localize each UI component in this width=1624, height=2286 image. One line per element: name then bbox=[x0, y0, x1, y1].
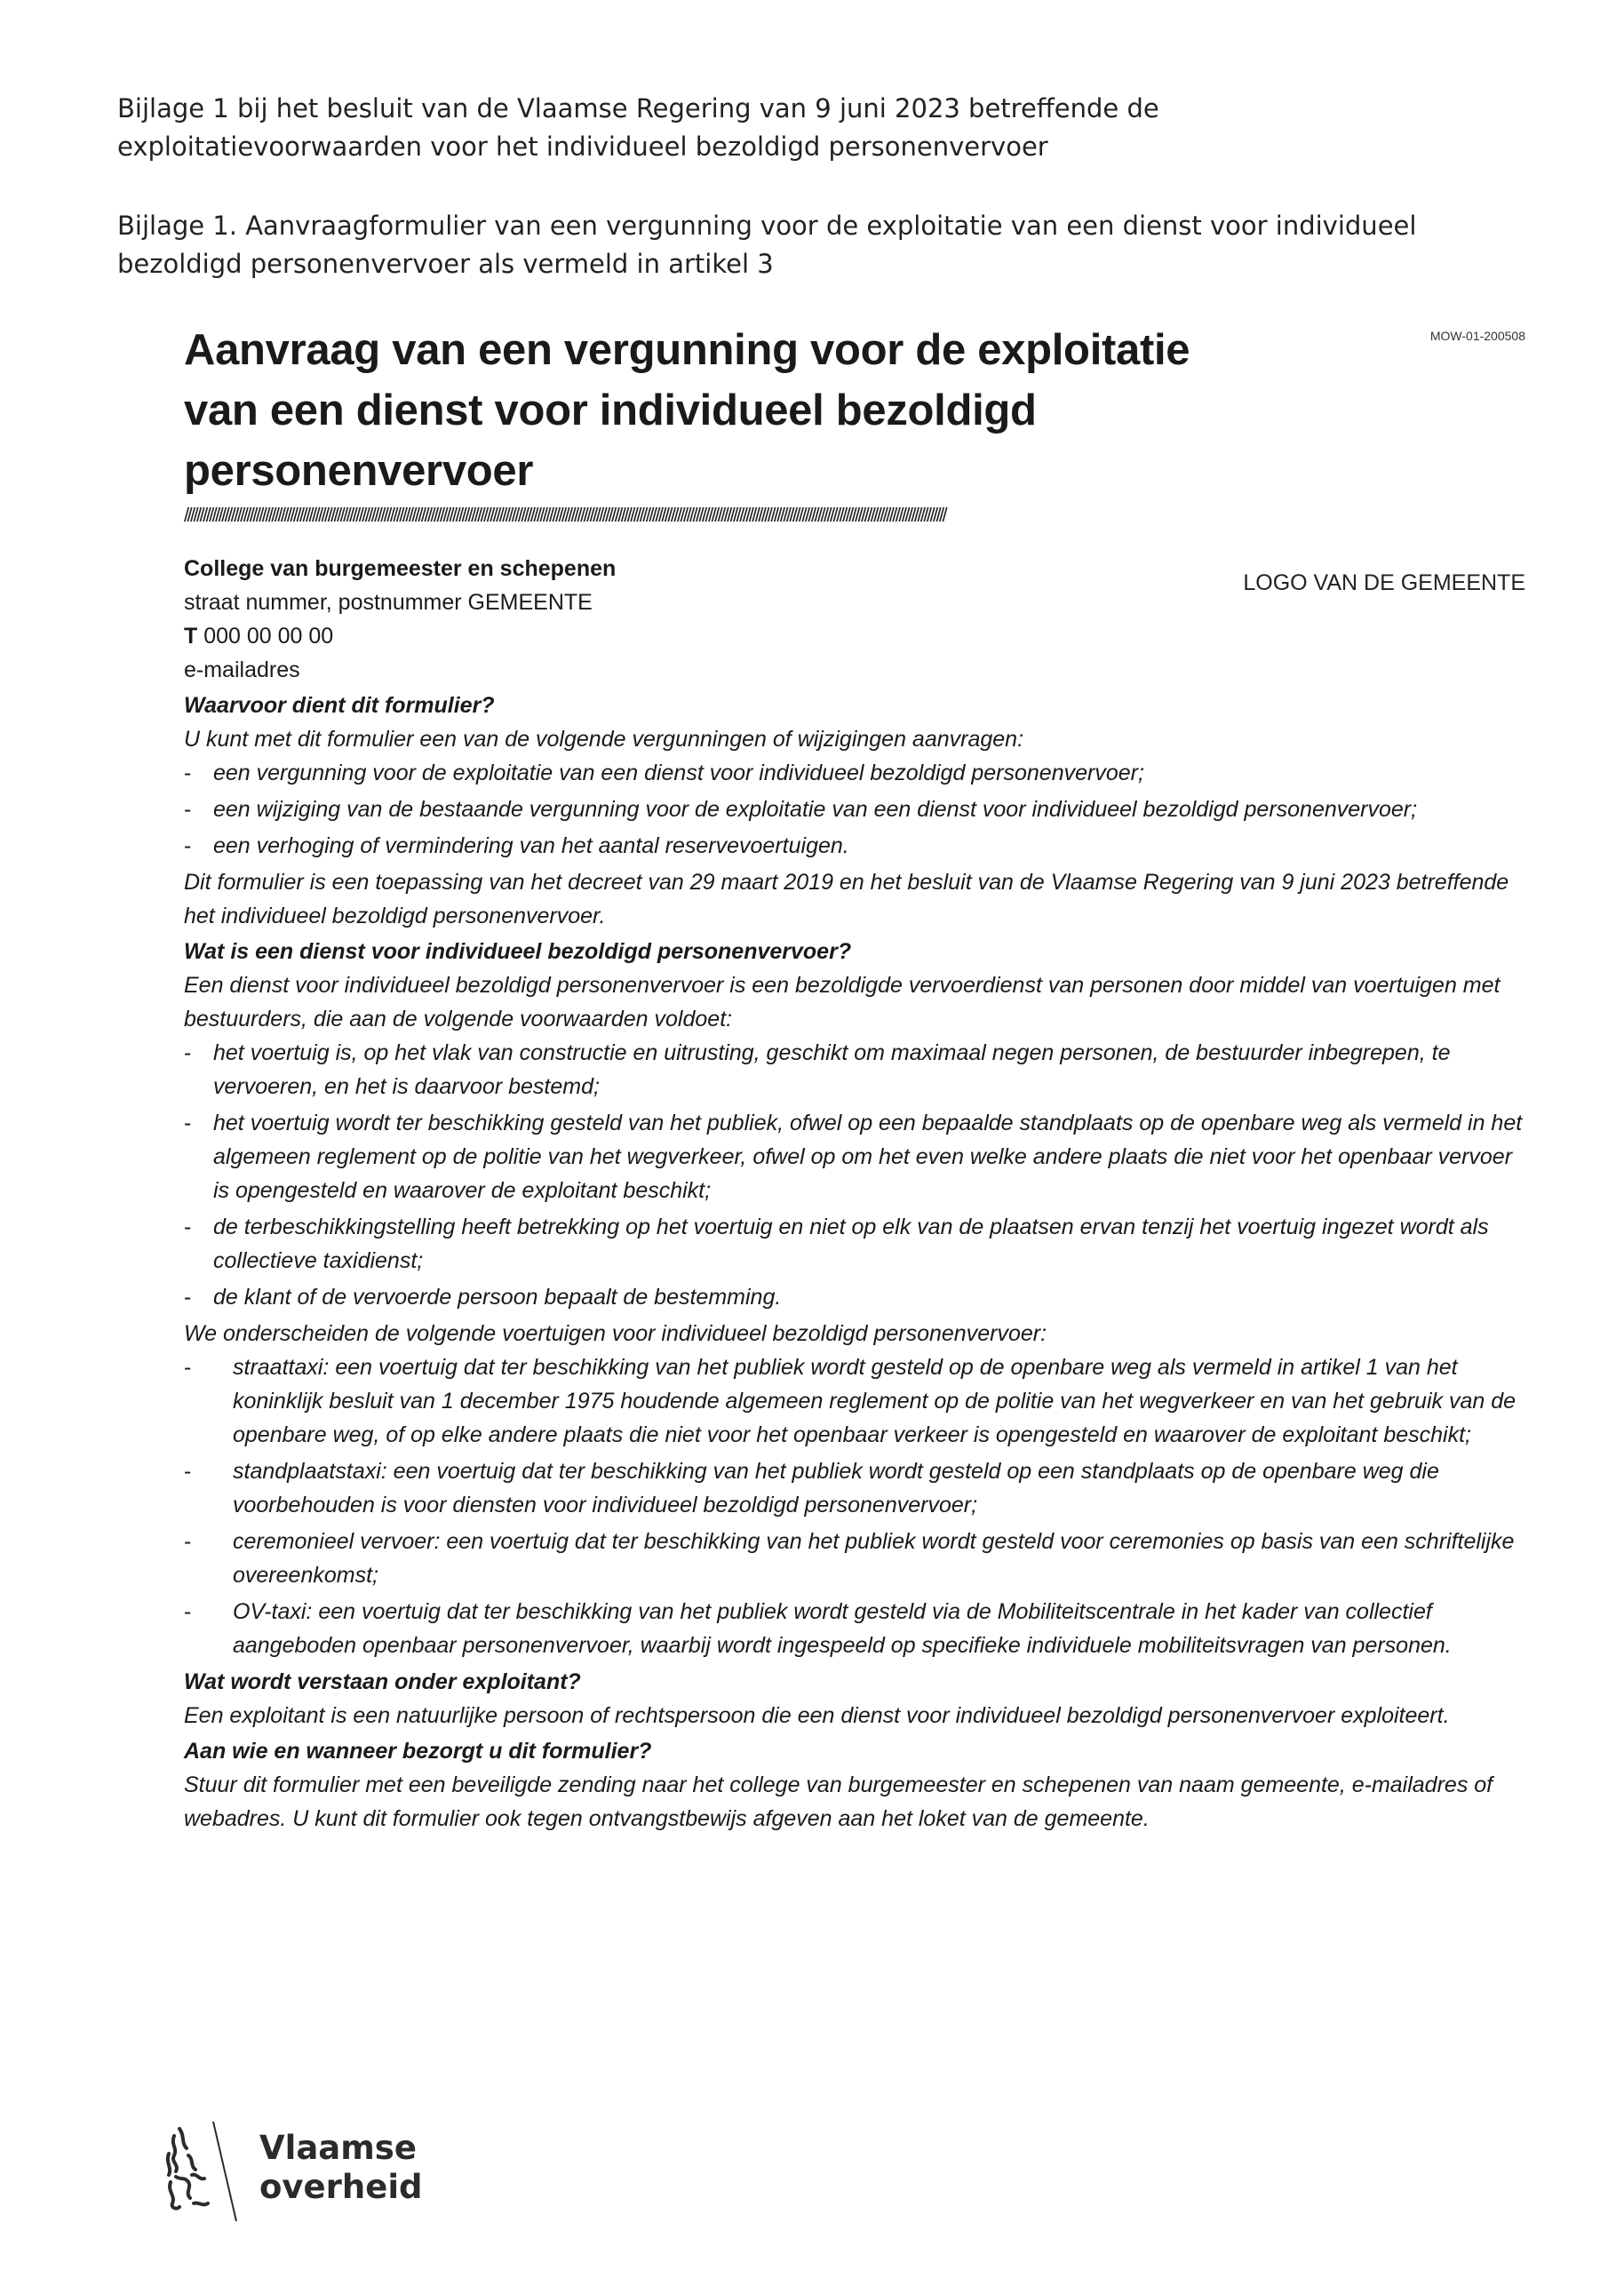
phone-number: 000 00 00 00 bbox=[197, 624, 334, 649]
bullet-dash: - bbox=[184, 1285, 192, 1310]
list-item: - een wijziging van de bestaande vergunning voor de exploitatie van een dienst voor individueel bezoldigd personenvervoer; bbox=[184, 793, 1525, 826]
form-title: Aanvraag van een vergunning voor de exploitatie van een dienst voor individueel bezoldigd personenvervoer bbox=[184, 326, 1190, 495]
section-heading-operator: Wat wordt verstaan onder exploitant? bbox=[184, 1669, 581, 1694]
bullet-dash: - bbox=[184, 1599, 192, 1624]
list-item: - een verhoging of vermindering van het aantal reservevoertuigen. bbox=[184, 829, 1525, 863]
brand-name bbox=[259, 2129, 422, 2207]
form-code: MOW-01-200508 bbox=[1429, 329, 1525, 343]
recipient-email: e-mailadres bbox=[184, 657, 300, 682]
bullet-dash: - bbox=[184, 1215, 192, 1239]
conditions-list bbox=[184, 1036, 1525, 1314]
purpose-intro: U kunt met dit formulier een van de volgende vergunningen of wijzigingen aanvragen: bbox=[184, 727, 1024, 752]
bullet-dash: - bbox=[184, 833, 192, 858]
recipient-name: College van burgemeester en schepenen bbox=[184, 556, 617, 581]
brand-line-1: Vlaamse bbox=[259, 2129, 417, 2167]
brand-line-2: overheid bbox=[259, 2168, 423, 2206]
vlaamse-overheid-logo bbox=[158, 2118, 425, 2225]
recipient-street: straat nummer, postnummer GEMEENTE bbox=[184, 590, 593, 615]
legal-basis-note: Dit formulier is een toepassing van het decreet van 29 maart 2019 en het besluit van de Vlaamse Regering van 9 juni 2023 betreffende het individueel bezoldigd personenvervoer. bbox=[184, 870, 1509, 928]
bullet-dash: - bbox=[184, 1111, 192, 1135]
submission-instructions: Stuur dit formulier met een beveiligde zending naar het college van burgemeester en schepenen van naam gemeente, e-mailadres of webadres. U kunt dit formulier ook tegen ontvangstbewijs afgeven aan het loket van de gemeente. bbox=[184, 1772, 1493, 1831]
annex-line-2: exploitatievoorwaarden voor het individueel bezoldigd personenvervoer bbox=[117, 131, 1048, 162]
list-item: - een vergunning voor de exploitatie van een dienst voor individueel bezoldigd personenvervoer; bbox=[184, 756, 1525, 790]
list-item: - ceremonieel vervoer: een voertuig dat ter beschikking van het publiek wordt gesteld voor ceremonies op basis van een schriftelijke overeenkomst; bbox=[184, 1525, 1525, 1592]
purpose-list bbox=[184, 756, 1525, 863]
section-heading-purpose: Waarvoor dient dit formulier? bbox=[184, 693, 495, 718]
list-item: - OV-taxi: een voertuig dat ter beschikking van het publiek wordt gesteld via de Mobiliteitscentrale in het kader van collectief aangeboden openbaar personenvervoer, waarbij wordt ingespeeld op specifieke individuele mobiliteitsvragen van personen. bbox=[184, 1595, 1525, 1662]
bullet-dash: - bbox=[184, 1529, 192, 1554]
bullet-dash: - bbox=[184, 1459, 192, 1484]
annex-reference bbox=[117, 90, 1539, 166]
operator-definition: Een exploitant is een natuurlijke persoon of rechtspersoon die een dienst voor individueel bezoldigd personenvervoer exploiteert. bbox=[184, 1703, 1450, 1728]
section-heading-submission: Aan wie en wanneer bezorgt u dit formulier? bbox=[184, 1739, 652, 1764]
bullet-dash: - bbox=[184, 797, 192, 822]
bullet-dash: - bbox=[184, 1355, 192, 1380]
list-item: - standplaatstaxi: een voertuig dat ter beschikking van het publiek wordt gesteld op een standplaats op de openbare weg die voorbehouden is voor diensten voor individueel bezoldigd personenvervoer; bbox=[184, 1454, 1525, 1522]
bullet-dash: - bbox=[184, 761, 192, 785]
list-item: - straattaxi: een voertuig dat ter beschikking van het publiek wordt gesteld op de openbare weg als vermeld in artikel 1 van het koninklijk besluit van 1 december 1975 houdende algemeen reglement op de politie van het wegverkeer en van het gebruik van de openbare weg, of op elke andere plaats die niet voor het openbaar verkeer is opengesteld en waarover de exploitant beschikt; bbox=[184, 1350, 1525, 1452]
vehicle-types-intro: We onderscheiden de volgende voertuigen voor individueel bezoldigd personenvervoer: bbox=[184, 1321, 1047, 1346]
annex-line-1: Bijlage 1 bij het besluit van de Vlaamse Regering van 9 juni 2023 betreffende de bbox=[117, 93, 1159, 123]
list-item: - het voertuig wordt ter beschikking gesteld van het publiek, ofwel op een bepaalde standplaats op de openbare weg als vermeld in het algemeen reglement op de politie van het wegverkeer, ofwel op om het even welke andere plaats die niet voor het openbaar vervoer is opengesteld en waarover de exploitant beschikt; bbox=[184, 1106, 1525, 1207]
form-instructions bbox=[184, 689, 1525, 1836]
municipality-logo-placeholder: LOGO VAN DE GEMEENTE bbox=[1243, 570, 1525, 595]
definition-intro: Een dienst voor individueel bezoldigd personenvervoer is een bezoldigde vervoerdienst van personen door middel van voertuigen met bestuurders, die aan de volgende voorwaarden voldoet: bbox=[184, 973, 1501, 1031]
application-form bbox=[184, 320, 1525, 1836]
annex-title bbox=[117, 207, 1539, 283]
list-item: - de terbeschikkingstelling heeft betrekking op het voertuig en niet op elk van de plaatsen ervan tenzij het voertuig ingezet wordt als collectieve taxidienst; bbox=[184, 1210, 1525, 1278]
list-item: - het voertuig is, op het vlak van constructie en uitrusting, geschikt om maximaal negen personen, de bestuurder inbegrepen, te vervoeren, en het is daarvoor bestemd; bbox=[184, 1036, 1525, 1103]
list-item: - de klant of de vervoerde persoon bepaalt de bestemming. bbox=[184, 1280, 1525, 1314]
vehicle-types-list bbox=[184, 1350, 1525, 1662]
section-heading-definition: Wat is een dienst voor individueel bezoldigd personenvervoer? bbox=[184, 939, 852, 964]
annex-line-3: Bijlage 1. Aanvraagformulier van een vergunning voor de exploitatie van een dienst voor individueel bbox=[117, 211, 1417, 241]
phone-label: T bbox=[184, 624, 198, 649]
recipient-phone bbox=[184, 619, 1525, 653]
bullet-dash: - bbox=[184, 1040, 192, 1065]
annex-line-4: bezoldigd personenvervoer als vermeld in artikel 3 bbox=[117, 249, 774, 279]
slash-divider: //////////////////////////////////////////////////////////////////////////////////////////////////////////////////////////////////////////////////////////////////////////////////////////////////////////////////////////////////////////////////// bbox=[184, 505, 946, 526]
flemish-lion-icon bbox=[158, 2118, 251, 2225]
